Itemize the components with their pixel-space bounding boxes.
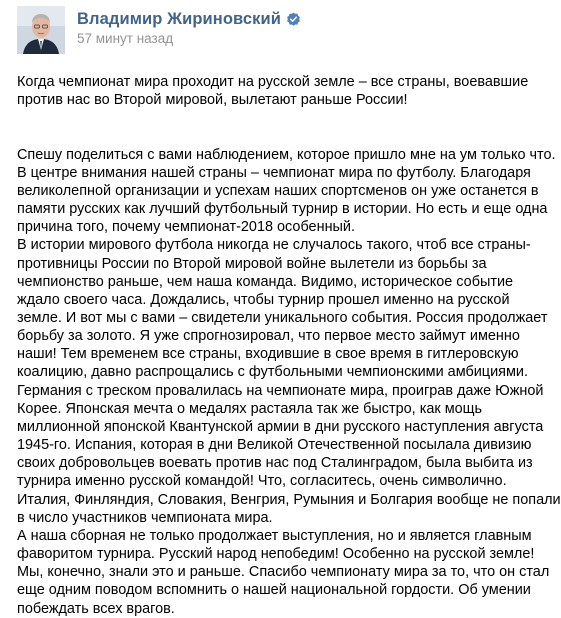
text-line: в число участников чемпионата мира. <box>17 509 273 526</box>
author-line <box>77 9 301 29</box>
text-line: А наша сборная не только продолжает выступления, но и является главным <box>17 527 532 544</box>
text-line: миллионной японской Квантунской армии в дни русского наступления августа <box>17 418 544 435</box>
text-line: фаворитом турнира. Русский народ непобедим! Особенно на русской земле! <box>17 546 535 563</box>
text-line: Мы, конечно, знали это и раньше. Спасибо чемпионату мира за то, что он стал <box>17 564 550 581</box>
text-line: 1945-го. Испания, которая в дни Великой Отечественной посылала дивизию <box>17 437 532 454</box>
post-timestamp-link[interactable]: 57 минут назад <box>77 31 174 46</box>
text-line: наши! Тем временем все страны, входившие в свое время в гитлеровскую <box>17 346 519 363</box>
paragraph-spacer <box>17 109 480 127</box>
text-line: коалицию, давно распрощались с футбольными чемпионскими амбициями. <box>17 364 528 381</box>
main-paragraphs <box>17 146 561 618</box>
post-text <box>17 73 561 618</box>
text-line: Германия с треском провалилась на чемпионате мира, проиграв даже Южной <box>17 382 544 399</box>
text-line: великолепной организации и успехам наших спортсменов он уже останется в <box>17 182 539 199</box>
text-line: своих добровольцев воевать против нас под Сталинградом, была выбита из <box>17 455 533 472</box>
text-line: В истории мирового футбола никогда не случалось такого, чтоб все страны- <box>17 237 531 254</box>
text-line: противницы России по Второй мировой войне вылетели из борьбы за <box>17 255 487 272</box>
paragraph-spacer <box>17 127 480 145</box>
text-line: Когда чемпионат мира проходит на русской земле – все страны, воевавшие <box>17 74 529 90</box>
text-line: земле. И вот мы с вами – свидетели уникального события. Россия продолжает <box>17 310 548 326</box>
verified-badge-icon <box>286 12 301 27</box>
text-line: побеждать всех врагов. <box>17 600 175 617</box>
author-name-link[interactable]: Владимир Жириновский <box>77 9 281 28</box>
text-line: ждало своего часа. Дождались, чтобы турнир прошел именно на русской <box>17 291 510 308</box>
text-line: чемпионство раньше, чем наша команда. Видимо, историческое событие <box>17 273 514 290</box>
text-line: еще одним поводом вспомнить о нашей национальной гордости. Об умении <box>17 582 531 599</box>
text-line: Корее. Японская мечта о медалях растаяла так же быстро, как мощь <box>17 400 483 417</box>
author-block <box>77 6 301 46</box>
text-line: Спешу поделиться с вами наблюдением, которое пришло мне на ум только что. <box>17 146 556 163</box>
text-line: борьбу за золото. Я уже спрогнозировал, что первое место займут именно <box>17 328 520 345</box>
lead-paragraph <box>17 73 529 109</box>
text-line: турнира именно русской командой! Что, согласитесь, очень символично. <box>17 473 507 490</box>
text-line: против нас во Второй мировой, вылетают раньше России! <box>17 92 408 109</box>
text-line: В центре внимания нашей страны – чемпионат мира по футболу. Благодаря <box>17 164 531 181</box>
avatar-portrait-icon <box>17 6 65 54</box>
text-line: Италия, Финляндия, Словакия, Венгрия, Румыния и Болгария вообще не попали <box>17 491 561 508</box>
post-header <box>17 0 480 58</box>
text-line: причина того, почему чемпионат-2018 особенный. <box>17 219 355 236</box>
author-avatar[interactable] <box>17 6 65 54</box>
text-line: памяти русских как лучший футбольный турнир в истории. Но есть и еще одна <box>17 201 548 218</box>
